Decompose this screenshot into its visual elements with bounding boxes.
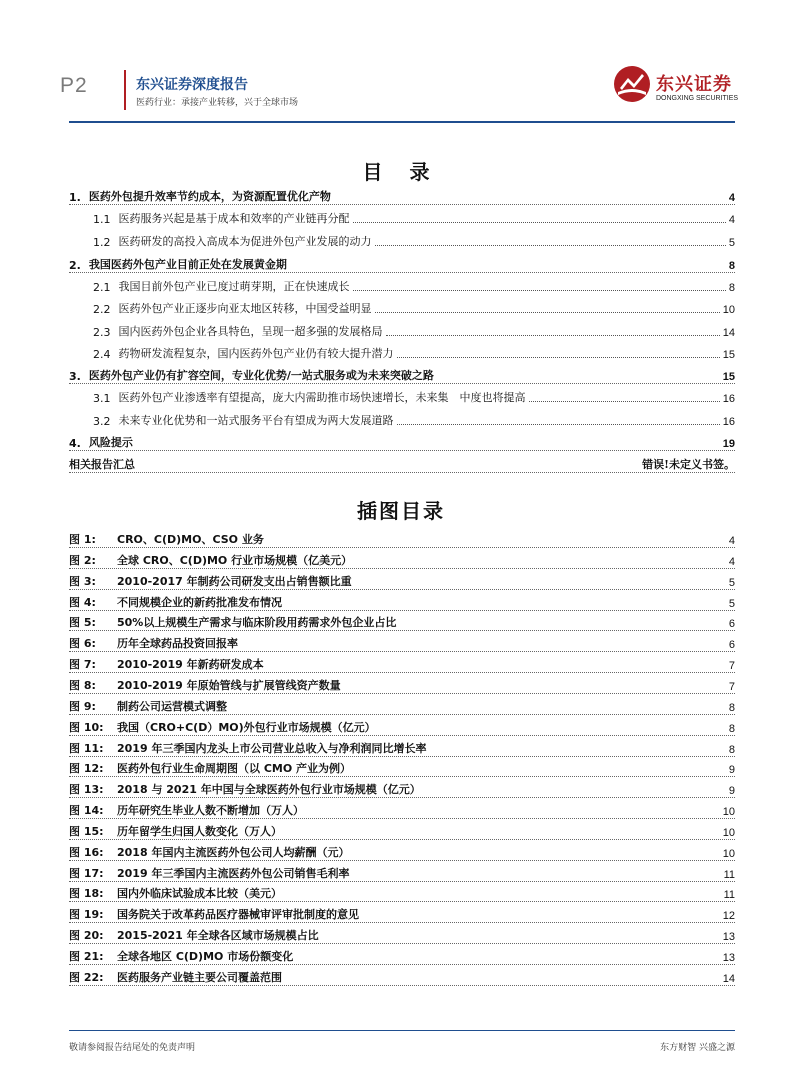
figure-entry-label: 图 3: xyxy=(69,575,96,588)
toc-entry-number: 2. xyxy=(69,259,81,272)
figure-entry-page: 9 xyxy=(728,785,735,797)
figure-entry-text: CRO、C(D)MO、CSO 业务 xyxy=(117,533,264,546)
toc-entry-text: 医药研发的高投入高成本为促进外包产业发展的动力 xyxy=(118,235,372,248)
figure-entry-label: 图 2: xyxy=(69,554,96,567)
toc-entry-text: 医药外包产业渗透率有望提高，庞大内需助推市场快速增长，未来集 中度也将提高 xyxy=(118,391,526,404)
figure-entry-page: 9 xyxy=(728,764,735,776)
figure-entry-text: 国务院关于改革药品医疗器械审评审批制度的意见 xyxy=(117,908,359,921)
toc-leader xyxy=(375,245,726,246)
toc-leader xyxy=(353,290,726,291)
toc-entry-text: 我国目前外包产业已度过萌芽期，正在快速成长 xyxy=(118,280,350,293)
toc-entry[interactable] xyxy=(69,227,735,249)
figure-entry-text: 2019 年三季国内龙头上市公司营业总收入与净利润同比增长率 xyxy=(117,742,427,755)
figure-entry-text: 历年研究生毕业人数不断增加（万人） xyxy=(117,804,304,817)
figure-entry[interactable] xyxy=(69,777,735,798)
figure-entry-label: 图 19: xyxy=(69,908,104,921)
toc-entry[interactable] xyxy=(69,383,735,405)
figure-entry[interactable] xyxy=(69,652,735,673)
page-header xyxy=(0,0,802,124)
toc-entry-number: 3. xyxy=(69,370,81,383)
header-divider xyxy=(124,70,126,110)
toc-entry-text: 风险提示 xyxy=(88,436,133,449)
toc-entry-number: 2.2 xyxy=(93,303,111,316)
figure-entry[interactable] xyxy=(69,527,735,548)
figure-entry-page: 7 xyxy=(728,681,735,693)
toc-entry-text: 我国医药外包产业目前正处在发展黄金期 xyxy=(88,258,287,271)
figure-entry[interactable] xyxy=(69,840,735,861)
toc-entry-number: 3.1 xyxy=(93,392,111,405)
figure-entry[interactable] xyxy=(69,881,735,902)
toc-entry-text: 相关报告汇总 xyxy=(69,458,135,471)
toc-entry[interactable] xyxy=(69,272,735,294)
figure-entry[interactable] xyxy=(69,965,735,986)
figure-entry-label: 图 8: xyxy=(69,679,96,692)
figure-entry-page: 13 xyxy=(722,931,735,943)
figure-entry-page: 13 xyxy=(722,952,735,964)
figure-entry-text: 2015-2021 年全球各区域市场规模占比 xyxy=(117,929,319,942)
figure-entry-text: 2010-2019 年新药研发成本 xyxy=(117,658,264,671)
toc-entry[interactable] xyxy=(69,406,735,428)
figure-entry[interactable] xyxy=(69,694,735,715)
figure-entry-label: 图 14: xyxy=(69,804,104,817)
toc-entry-page: 15 xyxy=(722,371,735,383)
figure-entry-label: 图 15: xyxy=(69,825,104,838)
figure-entry-label: 图 17: xyxy=(69,867,104,880)
toc-entry[interactable] xyxy=(69,294,735,316)
figure-entry-label: 图 21: xyxy=(69,950,104,963)
toc-entry-text: 医药外包产业仍有扩容空间，专业化优势/一站式服务或为未来突破之路 xyxy=(88,369,434,382)
figure-entry-label: 图 9: xyxy=(69,700,96,713)
figure-entry[interactable] xyxy=(69,590,735,611)
figure-entry-page: 8 xyxy=(728,723,735,735)
figure-entry-label: 图 11: xyxy=(69,742,104,755)
figure-entry-page: 10 xyxy=(722,827,735,839)
company-logo xyxy=(612,64,742,112)
toc-entry-page: 10 xyxy=(722,304,735,316)
figure-entry-page: 11 xyxy=(723,889,735,901)
figure-entry[interactable] xyxy=(69,798,735,819)
toc-entry[interactable] xyxy=(69,339,735,361)
toc-entry-page: 16 xyxy=(722,393,735,405)
figure-entry-page: 4 xyxy=(728,556,735,568)
toc-entry-page: 19 xyxy=(722,438,735,450)
figure-entry[interactable] xyxy=(69,610,735,631)
figure-entry-label: 图 16: xyxy=(69,846,104,859)
toc-leader xyxy=(386,335,720,336)
figure-entry-page: 5 xyxy=(728,577,735,589)
figure-entry-page: 10 xyxy=(722,848,735,860)
figure-entry-label: 图 7: xyxy=(69,658,96,671)
report-subtitle: 医药行业：承接产业转移，兴于全球市场 xyxy=(136,98,299,108)
toc-entry-text: 医药外包提升效率节约成本，为资源配置优化产物 xyxy=(88,190,331,203)
toc-leader xyxy=(375,312,720,313)
figure-entry[interactable] xyxy=(69,756,735,777)
footer-disclaimer: 敬请参阅报告结尾处的免责声明 xyxy=(69,1043,196,1053)
toc-entry-number: 1.2 xyxy=(93,236,111,249)
figure-entry[interactable] xyxy=(69,673,735,694)
toc-leader xyxy=(529,401,720,402)
figure-entry-text: 全球 CRO、C(D)MO 行业市场规模（亿美元） xyxy=(117,554,353,567)
figure-entry-text: 不同规模企业的新药批准发布情况 xyxy=(117,596,282,609)
toc-entry-number: 1.1 xyxy=(93,213,111,226)
figure-entry-label: 图 22: xyxy=(69,971,104,984)
figure-entry-text: 50%以上规模生产需求与临床阶段用药需求外包企业占比 xyxy=(117,616,397,629)
figure-entry[interactable] xyxy=(69,631,735,652)
toc-entry-page: 4 xyxy=(728,192,735,204)
footer-slogan: 东方财智 兴盛之源 xyxy=(660,1043,735,1053)
toc-entry-page: 错误!未定义书签。 xyxy=(642,458,735,471)
figure-entry[interactable] xyxy=(69,569,735,590)
toc-entry[interactable] xyxy=(69,361,735,384)
figure-entry-label: 图 20: xyxy=(69,929,104,942)
header-rule xyxy=(69,121,735,123)
figure-entry-page: 10 xyxy=(722,806,735,818)
toc-title: 目 录 xyxy=(362,160,440,184)
figure-entry[interactable] xyxy=(69,715,735,736)
figure-entry-text: 医药服务产业链主要公司覆盖范围 xyxy=(117,971,282,984)
figure-entry-page: 6 xyxy=(728,639,735,651)
toc-entry[interactable] xyxy=(69,182,735,205)
toc-entry[interactable] xyxy=(69,204,735,226)
logo-mark-icon xyxy=(612,64,652,104)
figure-entry-page: 6 xyxy=(728,618,735,630)
figure-entry-page: 4 xyxy=(728,535,735,547)
figure-entry-page: 12 xyxy=(722,910,735,922)
toc-entry-page: 15 xyxy=(722,349,735,361)
figure-entry[interactable] xyxy=(69,548,735,569)
figure-entry-label: 图 5: xyxy=(69,616,96,629)
figure-entry[interactable] xyxy=(69,923,735,944)
figure-entry-page: 8 xyxy=(728,744,735,756)
toc-entry-text: 医药外包产业正逐步向亚太地区转移，中国受益明显 xyxy=(118,302,372,315)
figure-entry-label: 图 13: xyxy=(69,783,104,796)
figure-entry-text: 历年全球药品投资回报率 xyxy=(117,637,238,650)
figure-entry[interactable] xyxy=(69,944,735,965)
figure-entry-label: 图 1: xyxy=(69,533,96,546)
toc-entry-text: 未来专业化优势和一站式服务平台有望成为两大发展道路 xyxy=(118,414,394,427)
figure-entry-text: 我国（CRO+C(D）MO)外包行业市场规模（亿元） xyxy=(117,721,376,734)
toc-entry-page: 16 xyxy=(722,416,735,428)
figure-entry-label: 图 4: xyxy=(69,596,96,609)
toc-entry-number: 2.3 xyxy=(93,326,111,339)
toc-entry-page: 8 xyxy=(728,282,735,294)
toc-entry-number: 4. xyxy=(69,437,81,450)
toc-entry[interactable] xyxy=(69,250,735,273)
report-title: 东兴证券深度报告 xyxy=(136,77,248,93)
figure-entry-page: 14 xyxy=(722,973,735,985)
figure-entry-text: 2019 年三季国内主流医药外包公司销售毛利率 xyxy=(117,867,350,880)
toc-entry-page: 14 xyxy=(722,327,735,339)
toc-entry-page: 5 xyxy=(728,237,735,249)
toc-entry-number: 2.1 xyxy=(93,281,111,294)
figures-title: 插图目录 xyxy=(357,499,445,523)
toc-entry-page: 8 xyxy=(728,260,735,272)
toc-entry-text: 医药服务兴起是基于成本和效率的产业链再分配 xyxy=(118,212,350,225)
figure-entry-page: 5 xyxy=(728,598,735,610)
toc-entry[interactable] xyxy=(69,450,735,473)
figure-entry-label: 图 12: xyxy=(69,762,104,775)
figure-entry-label: 图 18: xyxy=(69,887,104,900)
toc-entry[interactable] xyxy=(69,428,735,451)
logo-en-text: DONGXING SECURITIES xyxy=(656,95,739,102)
footer-rule xyxy=(69,1030,735,1031)
page-number: P2 xyxy=(60,74,88,97)
figure-entry-text: 2018 与 2021 年中国与全球医药外包行业市场规模（亿元） xyxy=(117,783,421,796)
toc-entry-number: 2.4 xyxy=(93,348,111,361)
figure-entry-page: 7 xyxy=(728,660,735,672)
figure-entry-page: 11 xyxy=(723,869,735,881)
toc-entry-number: 3.2 xyxy=(93,415,111,428)
figure-entry-text: 2010-2017 年制药公司研发支出占销售额比重 xyxy=(117,575,352,588)
toc-entry-text: 国内医药外包企业各具特色，呈现一超多强的发展格局 xyxy=(118,325,383,338)
figure-entry-label: 图 6: xyxy=(69,637,96,650)
toc-leader xyxy=(353,222,726,223)
toc-entry-text: 药物研发流程复杂，国内医药外包产业仍有较大提升潜力 xyxy=(118,347,394,360)
figure-entry[interactable] xyxy=(69,736,735,757)
figure-entry-text: 2018 年国内主流医药外包公司人均薪酬（元） xyxy=(117,846,350,859)
figure-entry-page: 8 xyxy=(728,702,735,714)
toc-entry-number: 1. xyxy=(69,191,81,204)
figure-entry[interactable] xyxy=(69,861,735,882)
figure-entry-text: 历年留学生归国人数变化（万人） xyxy=(117,825,282,838)
figure-entry-text: 全球各地区 C(D)MO 市场份额变化 xyxy=(117,950,294,963)
figure-entry-text: 国内外临床试验成本比较（美元） xyxy=(117,887,282,900)
toc-leader xyxy=(397,424,720,425)
figure-entry[interactable] xyxy=(69,902,735,923)
figure-entry-text: 制药公司运营模式调整 xyxy=(117,700,227,713)
figure-entry-text: 医药外包行业生命周期图（以 CMO 产业为例） xyxy=(117,762,352,775)
figure-entry[interactable] xyxy=(69,819,735,840)
toc-entry[interactable] xyxy=(69,317,735,339)
figure-entry-text: 2010-2019 年原始管线与扩展管线资产数量 xyxy=(117,679,341,692)
toc-leader xyxy=(397,357,720,358)
figure-entry-label: 图 10: xyxy=(69,721,104,734)
logo-cn-text: 东兴证券 xyxy=(656,74,732,95)
toc-entry-page: 4 xyxy=(728,214,735,226)
